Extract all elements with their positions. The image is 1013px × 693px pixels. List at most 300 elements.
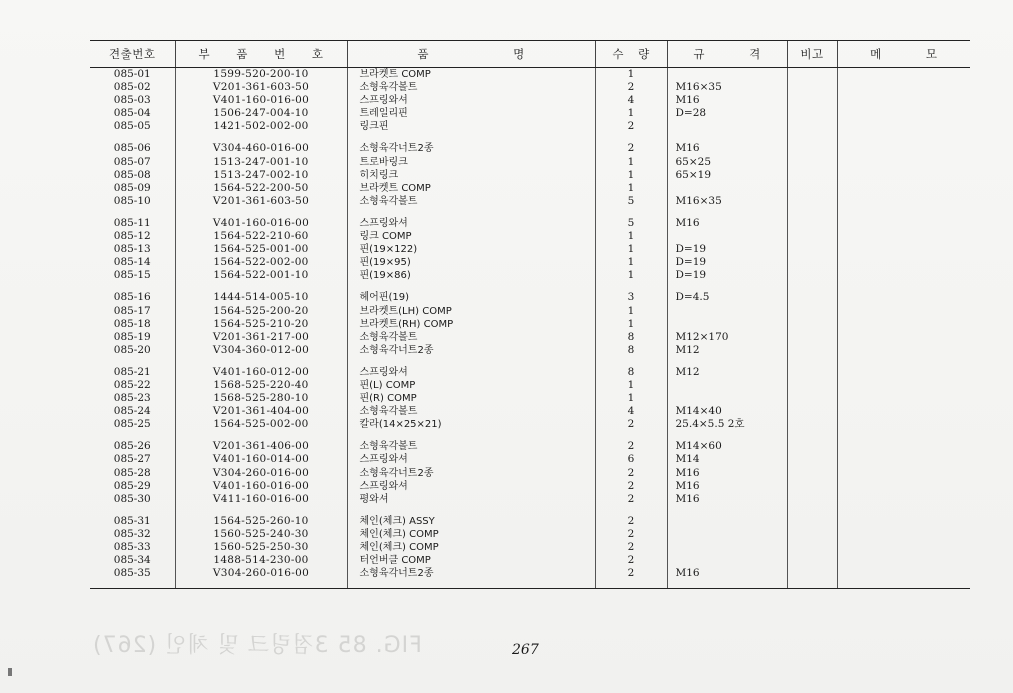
index-number-spacer [90,506,175,515]
part-number-cell: V201-361-603-50 [175,81,347,94]
index-number-cell: 085-23 [113,392,151,405]
part-name-cell: 소형육각너트2종 [347,467,595,480]
part-name-cell: 소형육각볼트 [347,440,595,453]
table-row [90,269,970,282]
specification-cell: D=19 [667,243,787,256]
part-number-cell: 1564-525-260-10 [175,515,347,528]
remark-cell [787,142,837,155]
table-row [90,405,970,418]
quantity-cell: 3 [595,291,667,304]
group-spacer-row [90,506,970,515]
index-number-cell: 085-25 [113,418,151,431]
index-number-cell: 085-10 [113,194,151,207]
part-name-cell: 링크핀 [347,120,595,133]
quantity-cell: 1 [595,269,667,282]
remark-cell [787,493,837,506]
header-quantity: 수 량 [595,41,667,68]
header-part-name: 품 명 [347,41,595,68]
memo-cell [837,81,970,94]
specification-cell: D=19 [667,269,787,282]
part-number-cell: V201-361-404-00 [175,405,347,418]
memo-cell [837,318,970,331]
quantity-cell: 2 [595,528,667,541]
specification-cell: M16 [667,94,787,107]
specification-spacer [667,431,787,440]
header-memo: 메 모 [837,41,970,68]
quantity-cell: 8 [595,331,667,344]
quantity-cell: 2 [595,554,667,567]
part-number-spacer [175,133,347,142]
part-number-cell: V201-361-603-50 [175,195,347,208]
memo-cell [837,217,970,230]
memo-cell [837,182,970,195]
index-number-cell: 085-14 [113,256,151,269]
index-number-cell: 085-19 [113,330,151,343]
remark-spacer [787,133,837,142]
part-name-cell: 헤어핀(19) [347,291,595,304]
quantity-spacer [595,208,667,217]
memo-cell [837,515,970,528]
quantity-cell: 2 [595,440,667,453]
table-row [90,107,970,120]
remark-cell [787,541,837,554]
table-row [90,418,970,431]
specification-cell: 65×19 [667,169,787,182]
index-number-cell: 085-06 [113,142,151,155]
specification-cell: M12×170 [667,331,787,344]
part-name-cell: 체인(체크) COMP [347,541,595,554]
remark-cell [787,567,837,589]
index-number-cell: 085-17 [113,304,151,317]
memo-cell [837,344,970,357]
part-name-cell: 브라켓트(LH) COMP [347,305,595,318]
header-specification: 규 격 [667,41,787,68]
quantity-spacer [595,282,667,291]
part-number-cell: 1488-514-230-00 [175,554,347,567]
memo-cell [837,120,970,133]
memo-cell [837,467,970,480]
specification-cell [667,392,787,405]
specification-cell [667,182,787,195]
remark-cell [787,81,837,94]
part-name-spacer [347,431,595,440]
remark-spacer [787,357,837,366]
header-remark: 비고 [787,41,837,68]
table-row [90,554,970,567]
remark-cell [787,230,837,243]
index-number-cell: 085-13 [113,243,151,256]
table-row [90,256,970,269]
index-number-cell: 085-07 [113,155,151,168]
quantity-cell: 2 [595,567,667,589]
specification-cell [667,541,787,554]
specification-cell: M16 [667,467,787,480]
memo-cell [837,366,970,379]
index-number-cell: 085-28 [113,466,151,479]
remark-cell [787,440,837,453]
remark-cell [787,366,837,379]
memo-spacer [837,431,970,440]
part-number-spacer [175,431,347,440]
table-body [90,68,970,589]
scan-mark [8,668,12,676]
specification-cell: M16×35 [667,195,787,208]
part-number-cell: V411-160-016-00 [175,493,347,506]
quantity-cell: 1 [595,156,667,169]
specification-cell: D=4.5 [667,291,787,304]
part-name-cell: 핀(L) COMP [347,379,595,392]
memo-cell [837,554,970,567]
index-number-cell: 085-18 [113,317,151,330]
part-name-cell: 브라켓트 COMP [347,68,595,82]
part-number-cell: 1421-502-002-00 [175,120,347,133]
remark-cell [787,68,837,82]
part-number-cell: 1568-525-280-10 [175,392,347,405]
part-number-cell: 1564-522-001-10 [175,269,347,282]
specification-spacer [667,282,787,291]
memo-spacer [837,357,970,366]
quantity-cell: 2 [595,493,667,506]
index-number-cell: 085-31 [113,514,151,527]
quantity-cell: 5 [595,195,667,208]
specification-cell: M14 [667,453,787,466]
table-row [90,440,970,453]
part-name-cell: 소형육각너트2종 [347,142,595,155]
part-number-cell: 1444-514-005-10 [175,291,347,304]
remark-spacer [787,506,837,515]
specification-cell: D=28 [667,107,787,120]
part-name-cell: 핀(19×95) [347,256,595,269]
table-row [90,344,970,357]
part-name-cell: 브라켓트 COMP [347,182,595,195]
memo-cell [837,195,970,208]
table-row [90,467,970,480]
memo-cell [837,169,970,182]
table-row [90,528,970,541]
part-number-spacer [175,208,347,217]
group-spacer-row [90,282,970,291]
part-number-spacer [175,506,347,515]
part-number-cell: 1560-525-250-30 [175,541,347,554]
part-number-cell: 1564-522-210-60 [175,230,347,243]
table-row [90,379,970,392]
table-row [90,541,970,554]
table-row [90,217,970,230]
quantity-cell: 8 [595,344,667,357]
remark-cell [787,120,837,133]
specification-cell [667,120,787,133]
specification-cell: D=19 [667,256,787,269]
table-row [90,94,970,107]
part-name-spacer [347,208,595,217]
quantity-cell: 2 [595,418,667,431]
index-number-cell: 085-33 [113,541,151,553]
remark-cell [787,379,837,392]
part-number-spacer [175,282,347,291]
quantity-cell: 2 [595,120,667,133]
index-number-cell: 085-22 [113,378,151,391]
quantity-cell: 1 [595,318,667,331]
index-number-cell: 085-09 [113,181,151,194]
index-number-cell: 085-01 [113,68,151,80]
table-row [90,81,970,94]
index-number-cell: 085-05 [113,120,151,133]
part-number-cell: V401-160-016-00 [175,94,347,107]
memo-cell [837,230,970,243]
parts-table-wrapper [90,40,970,630]
remark-spacer [787,431,837,440]
remark-cell [787,331,837,344]
memo-cell [837,405,970,418]
index-number-cell: 085-04 [113,107,151,120]
table-row [90,331,970,344]
specification-cell [667,68,787,82]
table-row [90,567,970,589]
bleed-through-text: FIG. 85 3점링크 및 체인 (267) [92,633,422,658]
remark-cell [787,392,837,405]
table-row [90,230,970,243]
part-number-cell: 1513-247-002-10 [175,169,347,182]
specification-cell [667,305,787,318]
specification-cell: M16 [667,480,787,493]
memo-cell [837,243,970,256]
part-name-cell: 트로바링크 [347,156,595,169]
index-number-spacer [90,133,175,142]
remark-cell [787,344,837,357]
remark-cell [787,318,837,331]
quantity-cell: 1 [595,68,667,82]
quantity-cell: 1 [595,379,667,392]
memo-cell [837,156,970,169]
index-number-cell: 085-02 [113,81,151,94]
quantity-cell: 1 [595,392,667,405]
remark-cell [787,305,837,318]
specification-cell [667,528,787,541]
quantity-spacer [595,506,667,515]
index-number-cell: 085-29 [113,479,151,492]
index-number-spacer [90,208,175,217]
part-number-cell: V304-360-012-00 [175,344,347,357]
page-number: 267 [512,642,539,658]
quantity-cell: 4 [595,94,667,107]
part-name-cell: 트레일리핀 [347,107,595,120]
part-number-cell: V201-361-217-00 [175,331,347,344]
memo-spacer [837,506,970,515]
memo-cell [837,331,970,344]
part-number-cell: 1568-525-220-40 [175,379,347,392]
part-name-cell: 핀(R) COMP [347,392,595,405]
specification-cell [667,318,787,331]
remark-cell [787,418,837,431]
index-number-cell: 085-32 [113,527,151,540]
quantity-cell: 6 [595,453,667,466]
part-name-cell: 스프링와셔 [347,453,595,466]
remark-cell [787,156,837,169]
remark-cell [787,554,837,567]
part-name-cell: 스프링와셔 [347,480,595,493]
quantity-cell: 8 [595,366,667,379]
part-name-cell: 스프링와셔 [347,94,595,107]
part-number-cell: 1564-522-002-00 [175,256,347,269]
specification-cell [667,515,787,528]
memo-cell [837,493,970,506]
remark-cell [787,528,837,541]
memo-cell [837,440,970,453]
memo-cell [837,480,970,493]
index-number-cell: 085-16 [113,291,151,304]
part-name-cell: 소형육각너트2종 [347,567,595,589]
table-row [90,453,970,466]
quantity-cell: 4 [595,405,667,418]
specification-cell: M16 [667,567,787,589]
memo-spacer [837,133,970,142]
remark-cell [787,291,837,304]
part-name-spacer [347,506,595,515]
table-row [90,305,970,318]
table-row [90,120,970,133]
specification-cell [667,379,787,392]
table-row [90,243,970,256]
specification-cell: M12 [667,344,787,357]
part-number-cell: 1564-525-002-00 [175,418,347,431]
memo-cell [837,107,970,120]
table-row [90,392,970,405]
part-name-cell: 체인(체크) COMP [347,528,595,541]
part-number-cell: V304-460-016-00 [175,142,347,155]
index-number-cell: 085-15 [113,269,151,282]
part-number-cell: V401-160-012-00 [175,366,347,379]
part-number-cell: V401-160-016-00 [175,480,347,493]
index-number-cell: 085-08 [113,168,151,181]
remark-cell [787,195,837,208]
index-number-cell: 085-30 [113,492,151,505]
quantity-cell: 1 [595,107,667,120]
part-name-cell: 소형육각볼트 [347,195,595,208]
part-number-cell: 1564-525-200-20 [175,305,347,318]
remark-cell [787,269,837,282]
part-name-cell: 체인(체크) ASSY [347,515,595,528]
remark-spacer [787,208,837,217]
quantity-cell: 1 [595,230,667,243]
index-number-cell: 085-26 [113,440,151,453]
quantity-cell: 2 [595,480,667,493]
table-row [90,291,970,304]
memo-cell [837,94,970,107]
specification-spacer [667,208,787,217]
part-name-cell: 스프링와셔 [347,217,595,230]
quantity-spacer [595,357,667,366]
specification-cell [667,554,787,567]
table-row [90,156,970,169]
remark-cell [787,217,837,230]
part-name-cell: 브라켓트(RH) COMP [347,318,595,331]
part-name-cell: 핀(19×122) [347,243,595,256]
header-index-number: 견출번호 [90,41,175,68]
group-spacer-row [90,357,970,366]
remark-cell [787,405,837,418]
part-name-cell: 소형육각볼트 [347,81,595,94]
quantity-cell: 5 [595,217,667,230]
part-name-cell: 소형육각볼트 [347,331,595,344]
quantity-cell: 1 [595,182,667,195]
memo-cell [837,541,970,554]
specification-spacer [667,133,787,142]
table-row [90,515,970,528]
group-spacer-row [90,208,970,217]
part-number-cell: 1564-522-200-50 [175,182,347,195]
part-number-cell: 1599-520-200-10 [175,68,347,82]
part-number-cell: V201-361-406-00 [175,440,347,453]
memo-cell [837,567,970,589]
memo-cell [837,528,970,541]
remark-cell [787,515,837,528]
memo-cell [837,291,970,304]
table-row [90,366,970,379]
part-name-cell: 핀(19×86) [347,269,595,282]
remark-cell [787,182,837,195]
quantity-cell: 2 [595,541,667,554]
part-number-cell: V304-260-016-00 [175,567,347,589]
header-part-number: 부 품 번 호 [175,41,347,68]
part-name-cell: 소형육각볼트 [347,405,595,418]
part-name-cell: 소형육각너트2종 [347,344,595,357]
memo-cell [837,142,970,155]
part-number-cell: 1564-525-210-20 [175,318,347,331]
table-row [90,493,970,506]
remark-spacer [787,282,837,291]
index-number-cell: 085-34 [113,554,151,567]
part-number-cell: V401-160-014-00 [175,453,347,466]
table-header-row [90,41,970,68]
remark-cell [787,480,837,493]
specification-cell: M16 [667,217,787,230]
specification-spacer [667,357,787,366]
table-row [90,182,970,195]
remark-cell [787,467,837,480]
part-name-spacer [347,357,595,366]
quantity-cell: 1 [595,256,667,269]
remark-cell [787,94,837,107]
part-name-cell: 평와셔 [347,493,595,506]
part-number-cell: 1506-247-004-10 [175,107,347,120]
specification-cell [667,230,787,243]
table-row [90,195,970,208]
part-name-cell: 터언버클 COMP [347,554,595,567]
memo-cell [837,269,970,282]
remark-cell [787,256,837,269]
part-number-cell: 1564-525-001-00 [175,243,347,256]
part-number-cell: 1513-247-001-10 [175,156,347,169]
quantity-cell: 2 [595,515,667,528]
part-number-cell: V304-260-016-00 [175,467,347,480]
specification-spacer [667,506,787,515]
parts-table [90,40,970,589]
memo-cell [837,256,970,269]
memo-cell [837,305,970,318]
index-number-spacer [90,282,175,291]
index-number-cell: 085-21 [113,365,151,378]
part-number-cell: 1560-525-240-30 [175,528,347,541]
memo-cell [837,453,970,466]
quantity-cell: 1 [595,169,667,182]
part-number-spacer [175,357,347,366]
specification-cell: M16 [667,493,787,506]
part-number-cell: V401-160-016-00 [175,217,347,230]
memo-cell [837,379,970,392]
memo-cell [837,68,970,82]
specification-cell: 65×25 [667,156,787,169]
index-number-spacer [90,431,175,440]
